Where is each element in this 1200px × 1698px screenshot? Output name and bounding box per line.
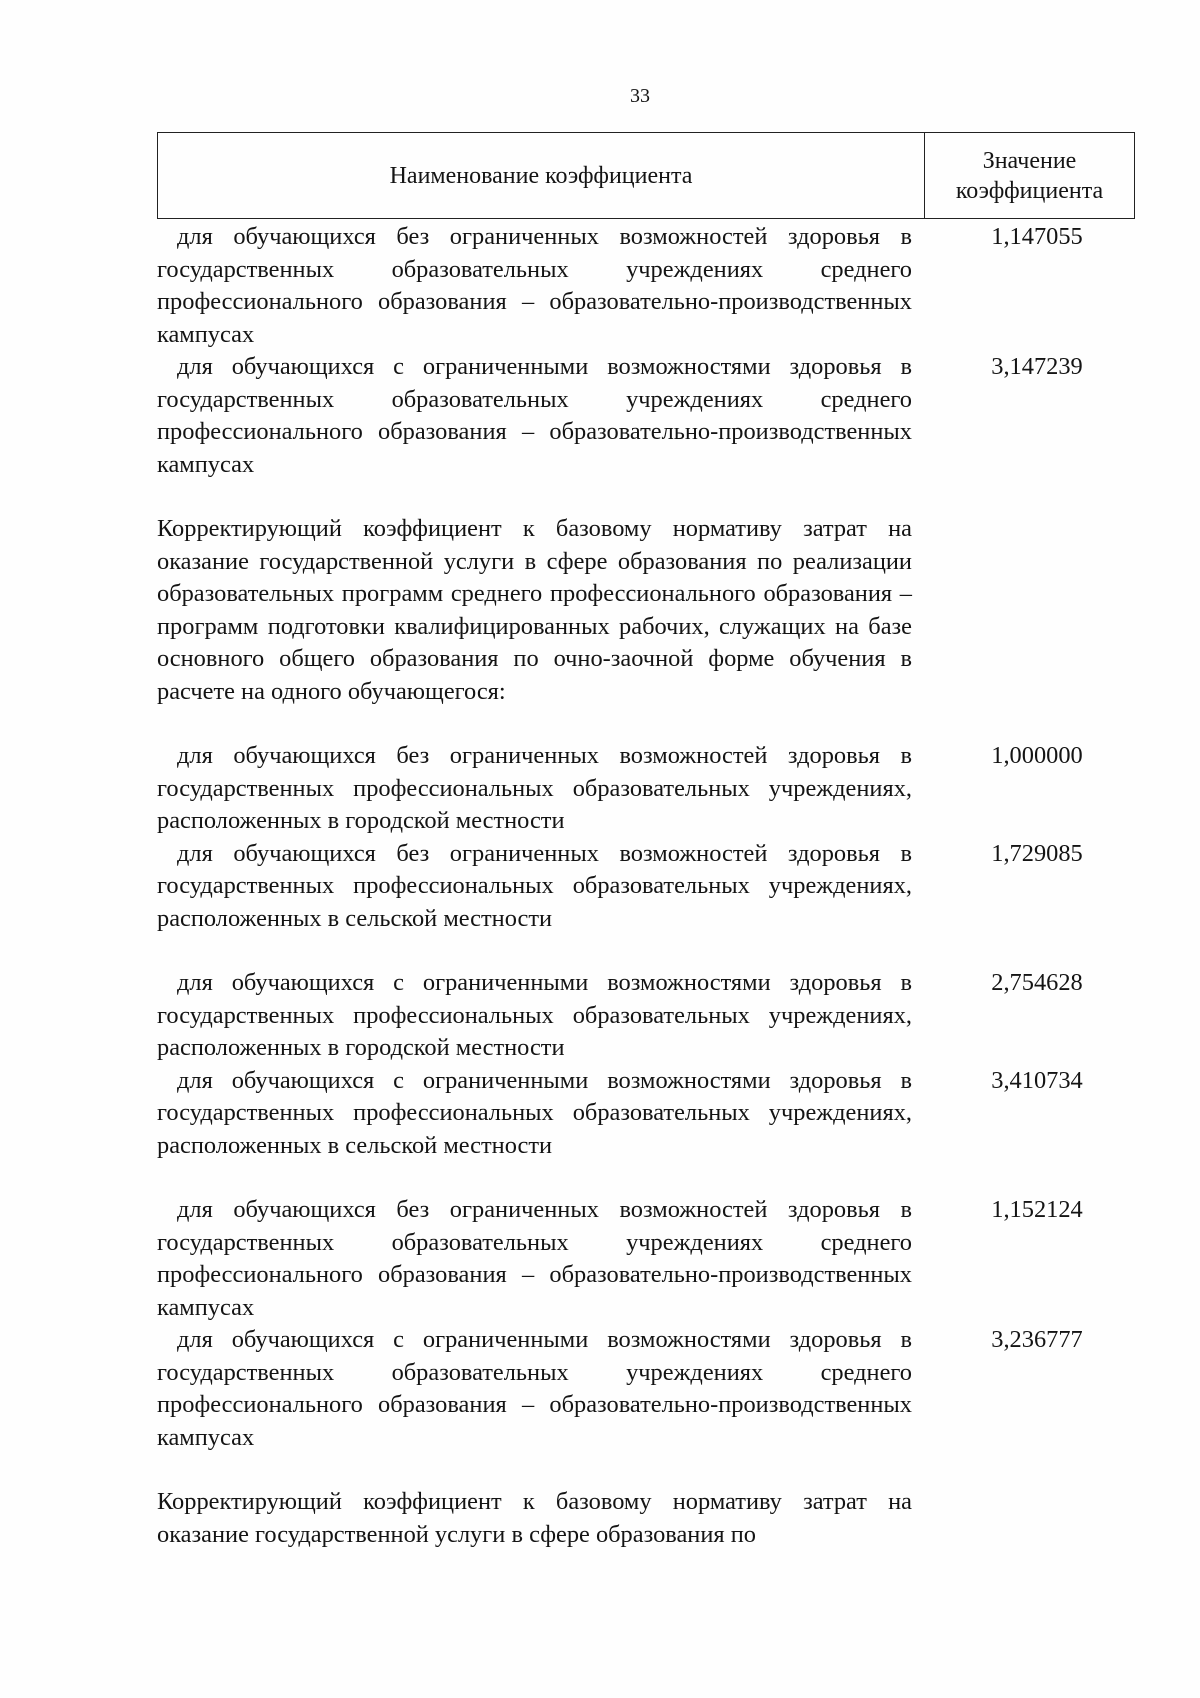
spacer [157,1454,1157,1486]
coefficient-description: для обучающихся с ограниченными возможностями здоровья в государственных образовательных учреждениях среднего профессионального образования – образовательно-производственных кампусах [157,1326,912,1451]
coefficient-description: для обучающихся без ограниченных возможностей здоровья в государственных профессиональных образовательных учреждениях, расположенных в сельской местности [157,839,912,932]
spacer [157,935,1157,967]
coefficient-description: для обучающихся с ограниченными возможностями здоровья в государственных образовательных учреждениях среднего профессионального образования – образовательно-производственных кампусах [157,353,912,478]
coefficient-row [157,351,1157,481]
coefficient-value: 3,147239 [991,353,1083,380]
coefficient-row [157,1324,1157,1454]
spacer [157,481,1157,513]
coefficient-value: 1,152124 [991,1196,1083,1223]
value-column-header: Значение коэффициента [925,133,1135,219]
page-number: 33 [630,85,650,107]
coefficient-value: 2,754628 [991,969,1083,996]
name-column-header: Наименование коэффициента [158,133,925,219]
coefficient-description: для обучающихся без ограниченных возможностей здоровья в государственных образовательных учреждениях среднего профессионального образования – образовательно-производственных кампусах [157,223,912,348]
coefficient-row [157,740,1157,838]
coefficient-row [157,838,1157,936]
section-heading: Корректирующий коэффициент к базовому нормативу затрат на оказание государственной услуги в сфере образования по реализации образовательных программ среднего профессионального образования – программ подготовки квалифицированных рабочих, служащих на базе основного общего образования по очно-заочной форме обучения в расчете на одного обучающегося: [157,515,912,705]
spacer [157,708,1157,740]
coefficient-description: для обучающихся без ограниченных возможностей здоровья в государственных образовательных учреждениях среднего профессионального образования – образовательно-производственных кампусах [157,1196,912,1321]
coefficient-table-header [157,132,1135,219]
document-body [157,221,1157,1551]
spacer [157,1162,1157,1194]
coefficient-description: для обучающихся без ограниченных возможностей здоровья в государственных профессиональных образовательных учреждениях, расположенных в городской местности [157,742,912,834]
coefficient-description: для обучающихся с ограниченными возможностями здоровья в государственных профессиональных образовательных учреждениях, расположенных в городской местности [157,969,912,1061]
coefficient-row [157,1194,1157,1324]
coefficient-value: 1,729085 [991,839,1083,867]
coefficient-row [157,1065,1157,1163]
coefficient-description: для обучающихся с ограниченными возможностями здоровья в государственных профессиональных образовательных учреждениях, расположенных в сельской местности [157,1066,912,1159]
section-heading: Корректирующий коэффициент к базовому нормативу затрат на оказание государственной услуги в сфере образования по [157,1488,912,1548]
coefficient-value: 1,147055 [991,223,1083,250]
coefficient-value: 1,000000 [991,742,1083,769]
coefficient-value: 3,236777 [991,1326,1083,1353]
coefficient-row [157,967,1157,1065]
coefficient-row [157,221,1157,351]
coefficient-value: 3,410734 [991,1066,1083,1094]
